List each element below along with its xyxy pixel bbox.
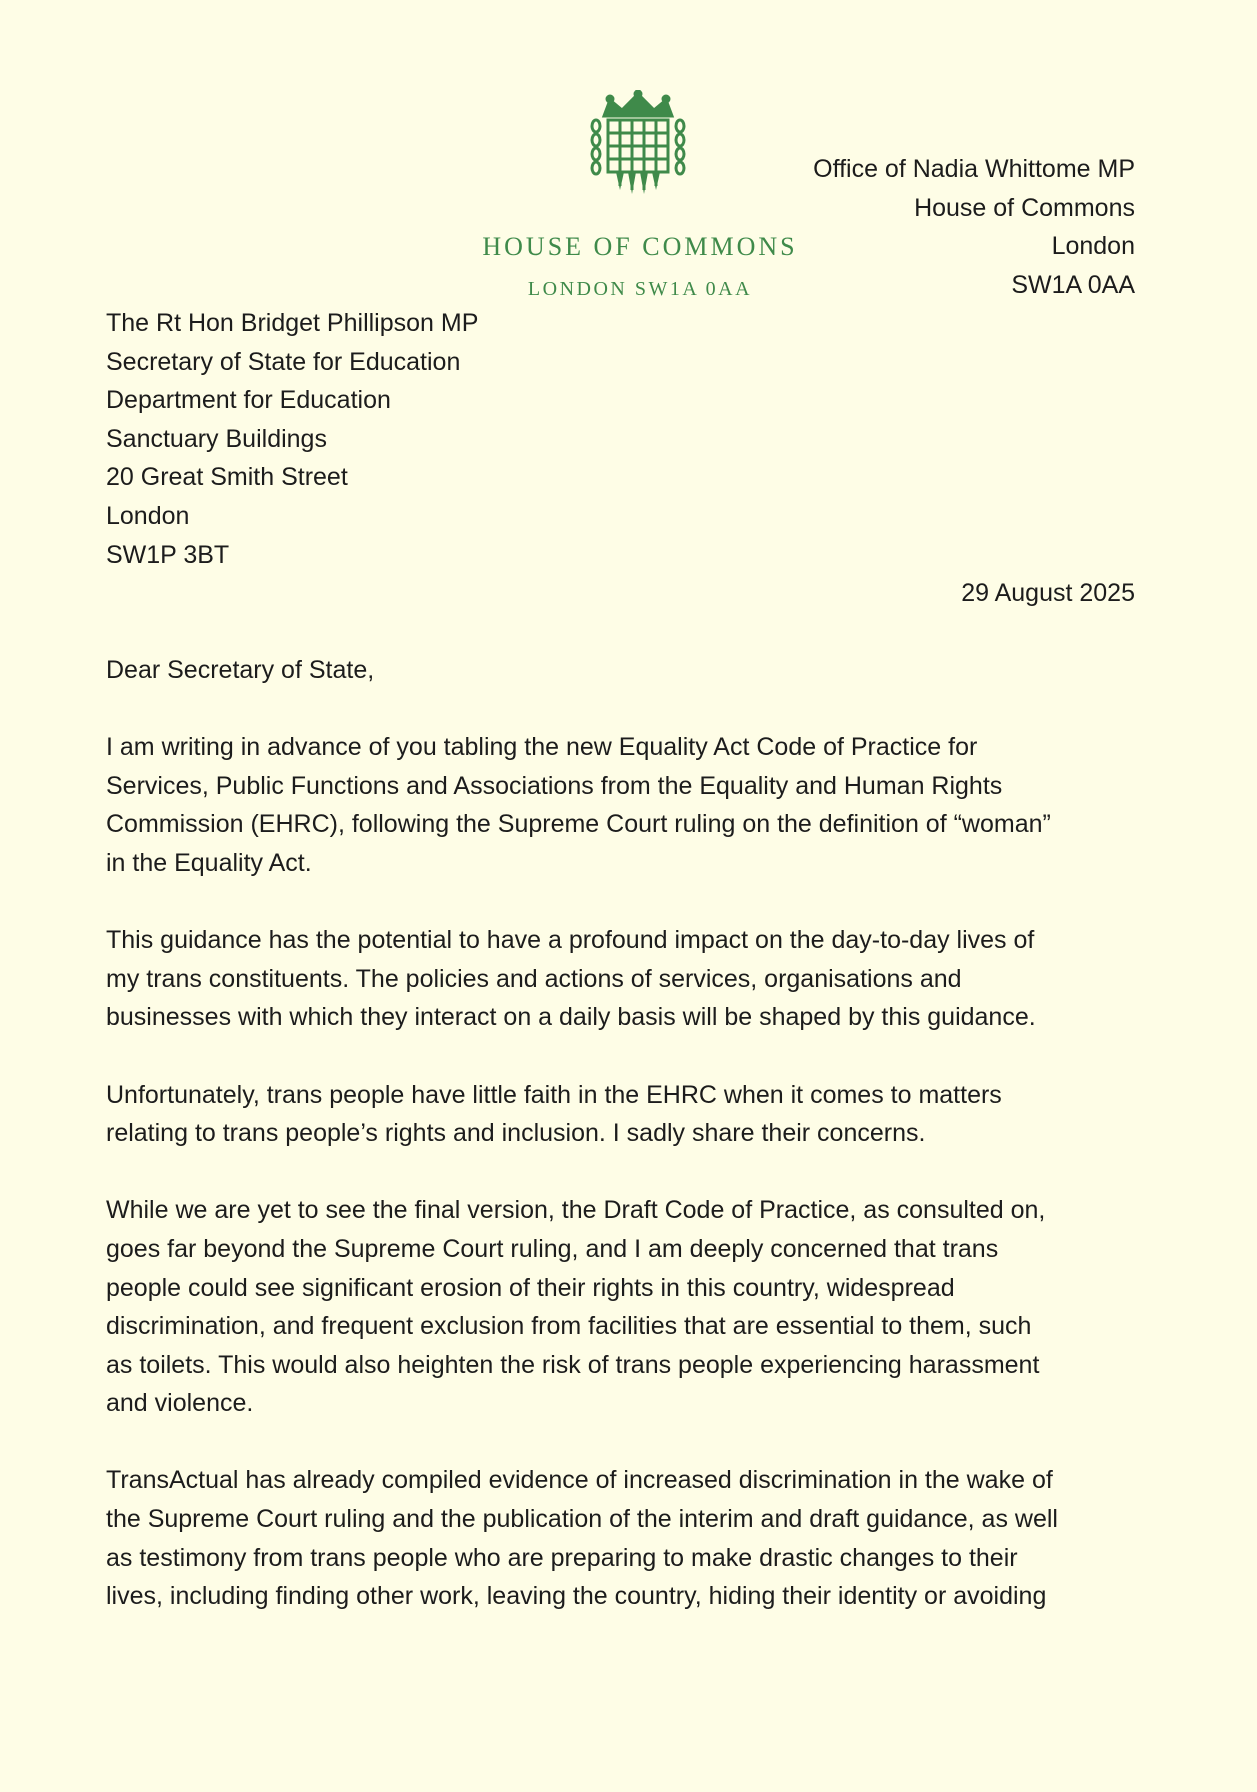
letterhead-address: LONDON SW1A 0AA <box>527 278 753 300</box>
body-line: the Supreme Court ruling and the publication of the interim and draft guidance, as well <box>106 1505 1058 1534</box>
sender-address <box>813 150 1135 304</box>
body-line: While we are yet to see the final version, the Draft Code of Practice, as consulted on, <box>106 1196 1046 1225</box>
body-line: I am writing in advance of you tabling the new Equality Act Code of Practice for <box>106 733 978 762</box>
paragraph <box>106 1191 1156 1423</box>
body-line: Unfortunately, trans people have little faith in the EHRC when it comes to matters <box>106 1080 1002 1109</box>
recipient-line: Secretary of State for Education <box>106 347 461 376</box>
body-line: and violence. <box>106 1389 254 1418</box>
body-line: as toilets. This would also heighten the risk of trans people experiencing harassment <box>106 1350 1040 1379</box>
sender-line: House of Commons <box>914 193 1135 222</box>
body-line: my trans constituents. The policies and actions of services, organisations and <box>106 964 962 993</box>
body-line: Commission (EHRC), following the Supreme Court ruling on the definition of “woman” <box>106 810 1051 839</box>
recipient-line: 20 Great Smith Street <box>106 463 348 492</box>
portcullis-icon <box>588 90 688 202</box>
recipient-address <box>106 304 478 574</box>
sender-line: SW1A 0AA <box>1011 270 1135 299</box>
body-line: relating to trans people’s rights and inclusion. I sadly share their concerns. <box>106 1119 926 1148</box>
body-line: people could see significant erosion of their rights in this country, widespread <box>106 1273 955 1302</box>
paragraph <box>106 1076 1156 1153</box>
letter-body <box>106 651 1156 1654</box>
letter-date: 29 August 2025 <box>961 579 1135 607</box>
salutation: Dear Secretary of State, <box>106 656 375 684</box>
body-line: goes far beyond the Supreme Court ruling, and I am deeply concerned that trans <box>106 1234 999 1263</box>
sender-line: Office of Nadia Whittome MP <box>813 155 1135 183</box>
recipient-line: Sanctuary Buildings <box>106 424 327 453</box>
paragraph <box>106 728 1156 882</box>
body-line: as testimony from trans people who are preparing to make drastic changes to their <box>106 1543 1018 1572</box>
recipient-line: London <box>106 501 190 530</box>
letterhead-name: HOUSE OF COMMONS <box>482 232 798 261</box>
body-line: TransActual has already compiled evidence of increased discrimination in the wake of <box>106 1466 1053 1495</box>
recipient-line: Department for Education <box>106 386 391 415</box>
recipient-line: SW1P 3BT <box>106 540 230 569</box>
body-line: in the Equality Act. <box>106 848 312 877</box>
body-line: Services, Public Functions and Associations from the Equality and Human Rights <box>106 771 1003 800</box>
sender-line: London <box>1051 232 1135 261</box>
paragraph <box>106 1461 1156 1615</box>
paragraph <box>106 921 1156 1037</box>
body-line: discrimination, and frequent exclusion from facilities that are essential to them, such <box>106 1312 1032 1341</box>
body-line: lives, including finding other work, leaving the country, hiding their identity or avoiding <box>106 1582 1047 1611</box>
body-line: This guidance has the potential to have a profound impact on the day-to-day lives of <box>106 926 1035 955</box>
recipient-line: The Rt Hon Bridget Phillipson MP <box>106 309 479 337</box>
body-line: businesses with which they interact on a daily basis will be shaped by this guidance. <box>106 1003 1036 1032</box>
